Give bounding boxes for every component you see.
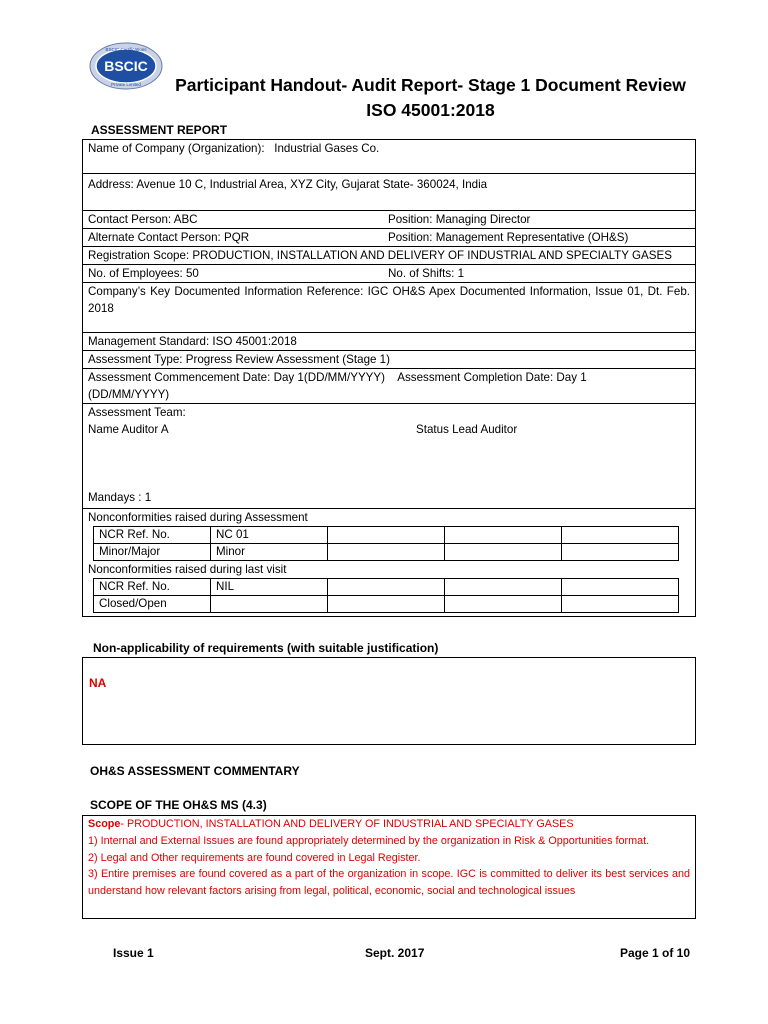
footer-issue: Issue 1 — [113, 946, 154, 960]
alternate-contact-row — [83, 229, 696, 247]
company-row — [83, 140, 696, 174]
table-cell: NIL — [211, 579, 328, 596]
table-cell — [562, 544, 679, 561]
document-title: Participant Handout- Audit Report- Stage 1 Document Review — [175, 75, 686, 95]
employees-row — [83, 265, 696, 283]
management-standard: Management Standard: ISO 45001:2018 — [88, 335, 297, 348]
table-cell — [562, 596, 679, 613]
scope-item-3: 3) Entire premises are found covered as a part of the organization in scope. IGC is committed to deliver its best services and understand how relevant factors arising from legal, political, economic, social and technological issues — [88, 868, 690, 898]
address-value: Address: Avenue 10 C, Industrial Area, XYZ City, Gujarat State- 360024, India — [88, 178, 488, 191]
scope-text: - PRODUCTION, INSTALLATION AND DELIVERY OF INDUSTRIAL AND SPECIALTY GASES — [120, 818, 574, 830]
key-info-row — [83, 283, 696, 333]
key-documented-info: Company’s Key Documented Information Reference: IGC OH&S Apex Documented Information, Issue 01, Dt. Feb. 2018 — [88, 285, 690, 315]
table-row — [94, 579, 679, 596]
team-name: Name Auditor A — [88, 423, 169, 436]
team-status: Status Lead Auditor — [416, 423, 518, 436]
nc-last-table — [93, 578, 679, 613]
nc-current-label: Nonconformities raised during Assessment — [88, 511, 308, 524]
date-format: (DD/MM/YYYY) — [88, 388, 170, 401]
table-cell — [445, 579, 562, 596]
assessment-type: Assessment Type: Progress Review Assessment (Stage 1) — [88, 353, 390, 366]
company-value: Industrial Gases Co. — [274, 142, 380, 155]
non-applicability-value: NA — [89, 676, 107, 690]
shifts-count: No. of Shifts: 1 — [388, 267, 465, 280]
table-cell: NC 01 — [211, 527, 328, 544]
mandays: Mandays : 1 — [88, 491, 152, 504]
scope-box — [82, 815, 696, 919]
logo-ring-bottom: Private Limited — [111, 82, 141, 87]
table-cell — [445, 527, 562, 544]
company-label: Name of Company (Organization): — [88, 142, 265, 155]
alternate-contact-position: Position: Management Representative (OH&S) — [388, 231, 629, 244]
scope-heading: SCOPE OF THE OH&S MS (4.3) — [90, 798, 267, 812]
table-cell: Minor/Major — [94, 544, 211, 561]
non-applicability-box — [82, 657, 696, 745]
management-standard-row — [83, 333, 696, 351]
commencement-date: Assessment Commencement Date: Day 1(DD/MM/YYYY) — [88, 371, 386, 384]
assessment-dates-row — [83, 369, 696, 404]
bscic-logo — [89, 42, 163, 90]
table-cell — [445, 596, 562, 613]
nc-current-table — [93, 526, 679, 561]
scope-item-1: 1) Internal and External Issues are found appropriately determined by the organization in Risk & Opportunities format. — [88, 834, 650, 847]
table-cell — [445, 544, 562, 561]
contact-person: Contact Person: ABC — [88, 213, 198, 226]
table-cell — [328, 527, 445, 544]
table-cell: Closed/Open — [94, 596, 211, 613]
non-applicability-heading: Non-applicability of requirements (with suitable justification) — [93, 641, 439, 655]
table-cell — [562, 527, 679, 544]
table-row — [94, 596, 679, 613]
alternate-contact-person: Alternate Contact Person: PQR — [88, 231, 250, 244]
nonconformities-row — [83, 509, 696, 617]
assessment-type-row — [83, 351, 696, 369]
table-cell: NCR Ref. No. — [94, 579, 211, 596]
table-cell — [328, 544, 445, 561]
scope-line — [83, 816, 695, 833]
employees-count: No. of Employees: 50 — [88, 267, 199, 280]
table-row — [94, 544, 679, 561]
table-cell — [211, 596, 328, 613]
table-row — [94, 527, 679, 544]
completion-date: Assessment Completion Date: Day 1 — [397, 371, 587, 384]
logo-ring-top: BSCIC Certifications — [105, 47, 147, 52]
table-cell: Minor — [211, 544, 328, 561]
logo-text: BSCIC — [104, 58, 148, 74]
scope-prefix: Scope — [88, 818, 121, 830]
table-cell — [328, 579, 445, 596]
nc-last-label: Nonconformities raised during last visit — [88, 563, 287, 576]
registration-scope-row — [83, 247, 696, 265]
footer-page-number: Page 1 of 10 — [620, 946, 691, 960]
table-cell — [328, 596, 445, 613]
table-cell: NCR Ref. No. — [94, 527, 211, 544]
assessment-team-row — [83, 404, 696, 509]
team-label: Assessment Team: — [88, 406, 186, 419]
commentary-heading: OH&S ASSESSMENT COMMENTARY — [90, 764, 300, 778]
address-row — [83, 174, 696, 211]
table-cell — [562, 579, 679, 596]
footer-date: Sept. 2017 — [365, 946, 425, 960]
document-subtitle: ISO 45001:2018 — [366, 100, 495, 120]
assessment-report-heading: ASSESSMENT REPORT — [91, 123, 228, 137]
assessment-report-table — [82, 139, 696, 617]
scope-item-2: 2) Legal and Other requirements are found covered in Legal Register. — [88, 851, 421, 864]
contact-row — [83, 211, 696, 229]
contact-position: Position: Managing Director — [388, 213, 531, 226]
registration-scope: Registration Scope: PRODUCTION, INSTALLATION AND DELIVERY OF INDUSTRIAL AND SPECIALTY GASES — [88, 249, 672, 262]
